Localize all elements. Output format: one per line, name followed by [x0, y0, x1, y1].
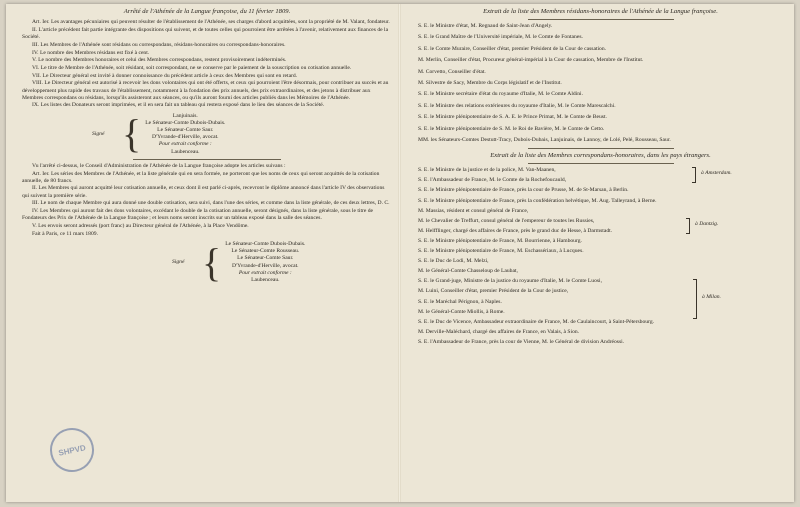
- list-item: S. E. le Ministre de la justice et de la police, M. Van-Maanen,: [418, 167, 556, 174]
- brace-glyph: {: [202, 239, 222, 285]
- list-item: S. E. le Ministre plénipotentiaire de S. A. E. le Prince Primat, M. le Comte de Beust.: [418, 114, 607, 121]
- certified-copy-label: Pour extrait conforme :: [238, 269, 292, 276]
- bracket-amsterdam: [692, 167, 696, 183]
- decree-title: Arrêté de l'Athénée de la Langue françoise, du 11 février 1809.: [123, 8, 291, 15]
- library-stamp: SHPVD: [46, 424, 98, 476]
- article: III. Les Membres de l'Athénée sont résidans ou correspondans, résidans-honoraires ou correspondans-honoraires.: [32, 41, 286, 48]
- list-item: MM. les Sénateurs-Comtes Destutt-Tracy, Dubois-Dubais, Lanjuinais, de Lannoy, de Lolé, Pelé, Rousseau, Saur.: [418, 136, 671, 143]
- residents-list-title: Extrait de la liste des Membres résidans-honoraires de l'Athénée de la Langue françoise.: [483, 8, 718, 15]
- divider: [528, 148, 674, 149]
- list-item: S. E. le Ministre plénipotentiaire de S. M. le Roi de Bavière, M. le Comte de Cetto.: [418, 125, 605, 132]
- bracket-danzig: [686, 218, 690, 234]
- list-item: S. E. le Maréchal Pérignon, à Naples.: [418, 298, 502, 305]
- signature-block-2: [172, 241, 392, 284]
- signatory: Le Sénateur-Comte Saur.: [157, 127, 214, 134]
- signatories: [145, 113, 225, 156]
- list-item: S. E. le Duc de Lodi, M. Melzi,: [418, 258, 489, 265]
- list-item: M. Helfflinger, chargé des affaires de France, près le grand duc de Hesse, à Darmstadt.: [418, 227, 613, 234]
- list-item: S. E. le Ministre secrétaire d'état du royaume d'Italie, M. le Comte Aldini.: [418, 91, 583, 98]
- city-milan: à Milan.: [702, 294, 721, 301]
- divider: [528, 19, 674, 20]
- brace-glyph: {: [122, 111, 142, 157]
- signatory: Lanjuinais.: [172, 112, 198, 119]
- list-item: S. E. le Ministre d'état, M. Regnaud de Saint-Jean d'Angely.: [418, 23, 553, 29]
- article: IX. Les listes des Donateurs seront imprimées, et il en sera fait un tableau qui restera exposé dans le lieu des séances de la Société.: [32, 102, 325, 109]
- list-item: M. Merlin, Conseiller d'état, Procureur général-impérial à la Cour de cassation, Membre de l'Institut.: [418, 57, 644, 64]
- list-item: M. le Général-Comte Chasseloup de Laubat,: [418, 268, 518, 275]
- decision-article: V. Les envois seront adressés (port franc) au Directeur général de l'Athénée, à la Place Vendôme.: [32, 222, 249, 229]
- list-item: M. Luini, Conseiller d'état, premier Président de la Cour de justice,: [418, 288, 569, 295]
- list-item: S. E. le Comte Muraire, Conseiller d'état, premier Président de la Cour de cassation.: [418, 45, 607, 52]
- list-item: S. E. le Ministre plénipotentiaire de France, M. Eschassériaux, à Lucques.: [418, 248, 584, 255]
- city-amsterdam: à Amsterdam.: [701, 170, 732, 177]
- list-item: M. le Général-Comte Miollis, à Rome.: [418, 308, 505, 315]
- signed-label: Signé: [92, 130, 105, 137]
- list-item: M. Silvestre de Sacy, Membre du Corps législatif et de l'Institut.: [418, 79, 562, 86]
- residents-list: [418, 23, 783, 144]
- certified-copy-label: Pour extrait conforme :: [158, 141, 212, 148]
- list-item: M. le Chevalier de Treffurt, consul général de l'empereur de toutes les Russies,: [418, 217, 595, 224]
- signatories: [225, 241, 305, 284]
- article: Art. Ier. Les avantages pécuniaires qui peuvent résulter de l'établissement de l'Athénée, ses charges d'abord acquittées, sont la propriété de M. Valant, fondateur.: [32, 19, 390, 26]
- signatory: Laubenceau.: [171, 148, 200, 155]
- list-item: M. Massias, résident et consul général de France,: [418, 207, 529, 214]
- list-item: S. E. le Duc de Vicence, Ambassadeur extraordinaire de France, M. de Caulaincourt, à Saint-Pétersbourg.: [418, 318, 655, 325]
- signatory: D'Yvrande-d'Herville, avocat.: [232, 262, 299, 269]
- date-line: Fait à Paris, ce 11 mars 1809.: [32, 230, 98, 237]
- correspondents-list-title: Extrait de la liste des Membres correspondans-honoraires, dans les pays étrangers.: [490, 152, 711, 160]
- list-item: M. Derville-Maléchard, chargé des affaires de France, en Valais, à Sion.: [418, 328, 580, 335]
- signed-label: Signé: [172, 258, 185, 265]
- correspondents-list: [418, 167, 783, 346]
- article: VI. Le titre de Membre de l'Athénée, soit résidant, soit correspondant, ne se conserve par le paiement de la souscription ou cotisation annuelle.: [32, 64, 352, 71]
- article: VIII. Le Directeur général est autorisé à recevoir les dons volontaires qui ont été offerts, et ceux qui pourroient l'être désormais, pour contribuer au succès et au développement plus rapide des travaux de l'établissement, notamment à la fondation des prix annuels, des prix extraordinaires, et des jetons à distribuer aux Membres correspondans ou résidans, lorsqu'ils assisteront aux séances, ou qu'ils auront fourni des articles publiés dans les Mémoires de l'Athénée.: [22, 80, 389, 101]
- signatory: Le Sénateur-Comte Dubois-Dubais.: [225, 240, 306, 247]
- list-item: S. E. l'Ambassadeur de France, près la cour de Vienne, M. le Général de division Andréossi.: [418, 338, 625, 345]
- article: V. Le nombre des Membres honoraires et celui des Membres correspondans, restent provisoirement indéterminés.: [32, 57, 287, 64]
- decision-article: II. Les Membres qui auront acquitté leur cotisation annuelle, et ceux dont il est parlé ci-après, recevront le diplôme annoncé dans l'article IV des observations qui suivent la première série.: [22, 185, 385, 199]
- signatory: Le Sénateur-Comte Dubois-Dubais.: [145, 119, 226, 126]
- decision-intro: Vu l'arrêté ci-dessus, le Conseil d'Administration de l'Athénée de la Langue françoise adopte les articles suivans :: [32, 162, 286, 169]
- decision-article: III. Le nom de chaque Membre qui aura donné une double cotisation, sera suivi, dans l'une des séries, et comme dans la liste générale, de ces deux lettres, D. C.: [32, 200, 390, 207]
- list-item: S. E. l'Ambassadeur de France, M. le Comte de la Rochefoucauld,: [418, 177, 567, 184]
- list-item: S. E. le Ministre plénipotentiaire de France, près la confédération helvétique, M. Aug. Talleyrand, à Berne.: [418, 197, 657, 204]
- decree-articles: [22, 19, 392, 109]
- page-fold: [398, 4, 401, 502]
- list-item: S. E. le Ministre plénipotentiaire de France, près la cour de Prusse, M. de St-Marsan, à Berlin.: [418, 187, 629, 194]
- list-item: S. E. le Ministre des relations extérieures du royaume d'Italie, M. le Comte Marescalchi.: [418, 102, 616, 109]
- signatory: D'Yvrande-d'Herville, avocat.: [152, 134, 219, 141]
- signatory: Le Sénateur-Comte Rousseau.: [231, 248, 300, 255]
- decision-article: Art. Ier. Les séries des Membres de l'Athénée, et la liste générale qui en sera formée, ne porteront que les noms de ceux qui seront acquittés de la cotisation annuelle, de 80 francs.: [22, 170, 380, 184]
- signatory: Le Sénateur-Comte Saur.: [237, 255, 294, 262]
- decision-article: IV. Les Membres qui auront fait des dons volontaires, excédant le double de la cotisation annuelle, seront désignés, dans la liste générale, sous le titre de Fondateurs des Prix de l'Athénée de la Langue françoise ; et leurs noms seront inscrits sur un tableau exposé dans la salle des séances.: [22, 208, 374, 222]
- list-item: M. Corvetto, Conseiller d'état.: [418, 68, 486, 75]
- divider: [133, 159, 281, 160]
- list-item: S. E. le Grand-juge, Ministre de la justice du royaume d'Italie, M. le Comte Luosi,: [418, 278, 603, 285]
- left-page: [22, 8, 392, 287]
- city-danzig: à Dantzig.: [695, 221, 719, 228]
- signature-block-1: [92, 113, 392, 156]
- article: II. L'article précédent fait partie intégrante des dispositions qui suivent, et de toutes celles qui pourroient être arrêtées à l'avenir, relativement aux finances de la Société.: [22, 26, 389, 41]
- divider: [528, 163, 674, 164]
- article: IV. Le nombre des Membres résidans est fixé à cent.: [32, 49, 150, 56]
- signatory: Laubenceau.: [251, 276, 280, 283]
- right-page: [418, 8, 783, 349]
- list-item: S. E. le Grand Maître de l'Université impériale, M. le Comte de Fontanes.: [418, 34, 583, 41]
- list-item: S. E. le Ministre plénipotentiaire de France, M. Bourrienne, à Hambourg.: [418, 237, 582, 244]
- bracket-milan: [693, 279, 697, 319]
- article: VII. Le Directeur général est invité à donner connoissance du précédent article à ceux des Membres qui sont en retard.: [32, 72, 298, 79]
